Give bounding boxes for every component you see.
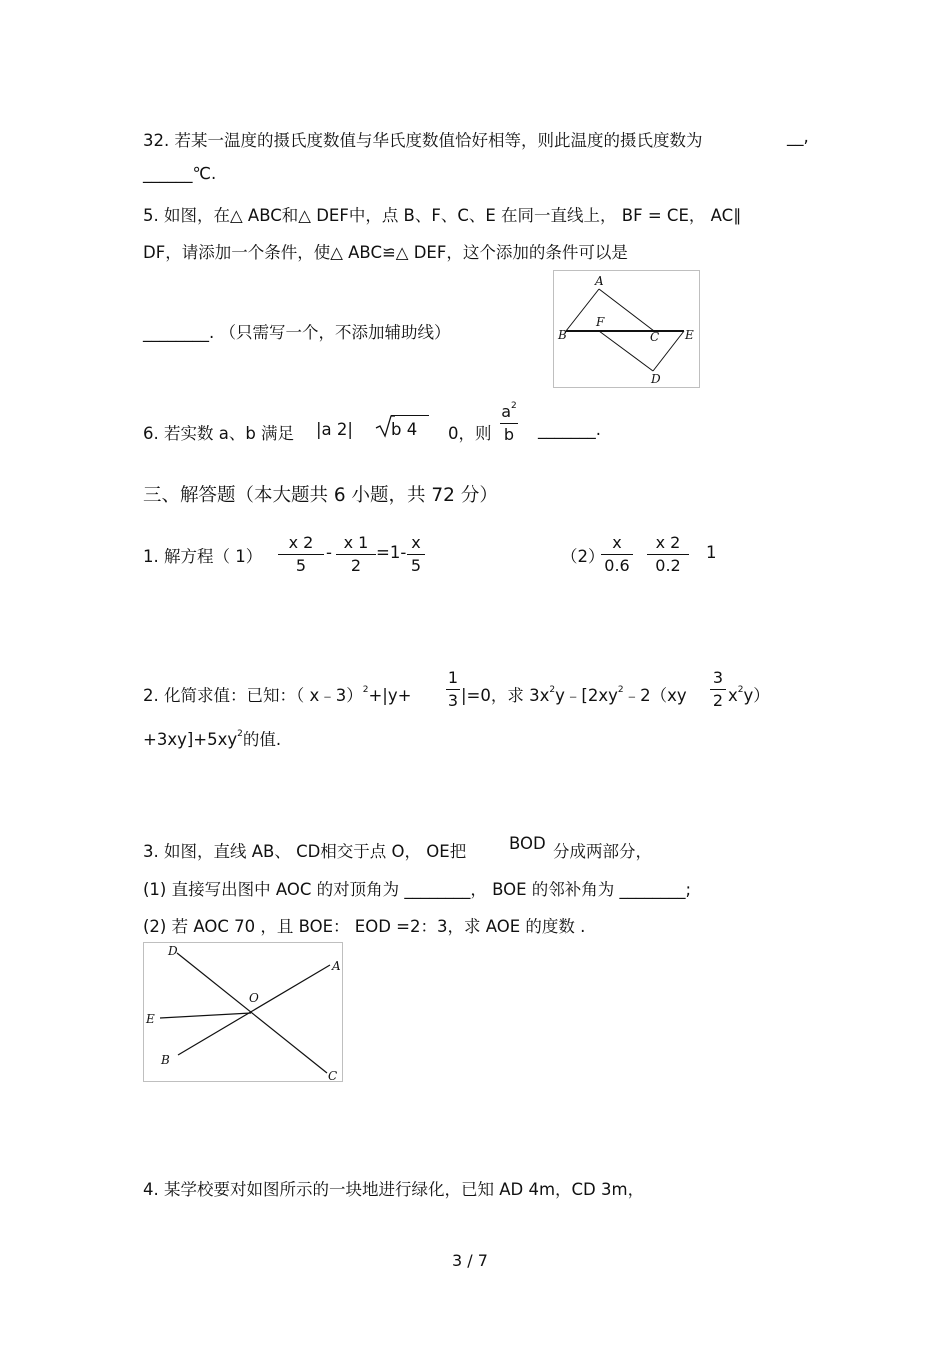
q6-fraction: [500, 401, 518, 444]
q6-sqrt-content: b 4: [391, 415, 429, 439]
q3-figure-svg: [144, 943, 342, 1081]
q6-zero: 0，则: [448, 424, 492, 443]
q2-line1-b: |=0，求 $3x^2y﹣[2xy^2﹣2(xy$: [461, 685, 687, 705]
q1-frac2-num: x 1: [343, 533, 369, 552]
q5-figure: [553, 270, 700, 388]
q2-line1: 2. 化简求值：已知：（ x﹣3）$^2$+|y+: [143, 685, 412, 705]
q5-label-e: E: [685, 328, 694, 342]
q2-frac1: [446, 670, 460, 709]
q1-frac3-num: x: [411, 533, 421, 552]
q6-blank: _______.: [538, 420, 601, 439]
q5-line1: 5. 如图，在△ ABC和△ DEF中，点 B、F、C、E 在同一直线上， BF = CE， AC∥: [143, 206, 742, 225]
q1-one: 1: [706, 543, 717, 562]
q4-line1: 4. 某学校要对如图所示的一块地进行绿化，已知 AD 4m，CD 3m，: [143, 1180, 645, 1199]
q5-label-a: A: [595, 274, 604, 288]
q5-figure-svg: [554, 271, 699, 387]
q3-line3: (2) 若 AOC 70 ，且 BOE： EOD =2：3，求 AOE 的度数 .: [143, 917, 586, 936]
q5-label-c: C: [650, 330, 660, 344]
q1-frac4: [601, 535, 633, 574]
q1-frac1: [278, 535, 324, 574]
q32-line2: ______℃.: [143, 164, 217, 183]
q3-label-e: E: [146, 1012, 155, 1026]
q1-part2-label: （2）: [561, 547, 605, 566]
q1-frac4-den: 0.6: [604, 556, 630, 575]
q1-frac1-den: 5: [295, 556, 307, 575]
q1-frac1-num: x 2: [288, 533, 314, 552]
q2-line2: $+3xy]+5xy^2$的值.: [143, 729, 282, 749]
q2-line1-c: $x^2y$）: [728, 685, 770, 705]
q3-line1-bod: BOD: [509, 834, 546, 853]
q32-blank-tail: __,: [787, 127, 809, 146]
q3-label-a: A: [332, 959, 341, 973]
q1-frac5-num: x 2: [655, 533, 681, 552]
q3-label-b: B: [161, 1053, 170, 1067]
q5-line3: ________. （只需写一个，不添加辅助线）: [143, 323, 451, 342]
q1-frac5-den: 0.2: [655, 556, 681, 575]
q1-frac3: [407, 535, 425, 574]
q2-frac2-num: 3: [712, 668, 724, 687]
page-number: 3 / 7: [452, 1251, 488, 1270]
q3-label-c: C: [328, 1069, 338, 1081]
q5-label-f: F: [596, 315, 605, 329]
section3-title: 三、解答题（本大题共 6 小题，共 72 分）: [143, 485, 498, 506]
q1-frac2-den: 2: [350, 556, 362, 575]
q6-sqrt: [375, 414, 430, 438]
q1-frac5: [647, 535, 689, 574]
q1-frac4-num: x: [612, 533, 622, 552]
q6-prefix: 6. 若实数 a、b 满足: [143, 424, 295, 443]
q1-prefix: 1. 解方程（ 1）: [143, 547, 263, 566]
q2-frac2: [710, 670, 726, 709]
q1-minus: -: [326, 543, 332, 562]
q3-label-d: D: [168, 944, 178, 958]
q1-frac2: [336, 535, 376, 574]
q5-label-d: D: [651, 372, 661, 386]
q32-line1: 32. 若某一温度的摄氏度数值与华氏度数值恰好相等，则此温度的摄氏度数为: [143, 131, 703, 150]
q3-line1: 3. 如图，直线 AB、 CD相交于点 O， OE把: [143, 842, 467, 861]
q2-frac1-den: 3: [447, 691, 459, 710]
q6-frac-num: $a^2$: [501, 401, 517, 421]
q1-frac3-den: 5: [410, 556, 422, 575]
q6-abs: |a 2|: [316, 420, 353, 439]
q3-line1-end: 分成两部分，: [553, 842, 652, 861]
q5-label-b: B: [558, 328, 567, 342]
q1-eq: =1-: [376, 543, 407, 562]
q3-figure: [143, 942, 343, 1082]
q6-frac-den: b: [503, 425, 515, 444]
q2-frac2-den: 2: [712, 691, 724, 710]
q3-line2: (1) 直接写出图中 AOC 的对顶角为 ________， BOE 的邻补角为 ________;: [143, 880, 692, 899]
q5-line2: DF，请添加一个条件，使△ ABC≌△ DEF，这个添加的条件可以是: [143, 243, 628, 262]
q3-label-o: O: [249, 991, 259, 1005]
q2-frac1-num: 1: [447, 668, 459, 687]
